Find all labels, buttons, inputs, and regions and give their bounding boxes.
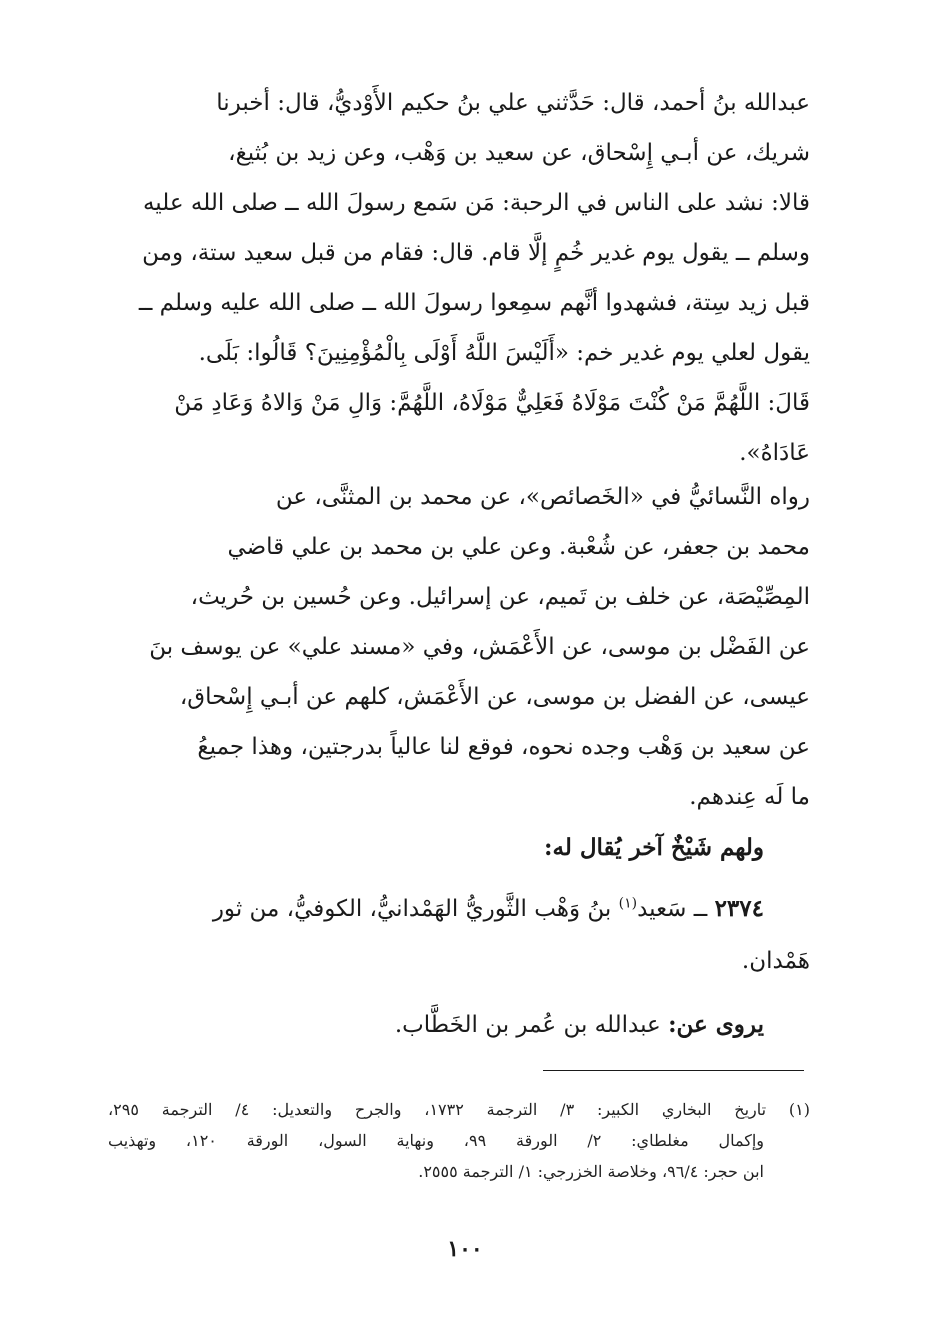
text-line: محمد بن جعفر، عن شُعْبة. وعن علي بن محمد بن علي قاضي — [227, 534, 810, 560]
text-line: رواه النَّسائيُّ في «الخَصائص»، عن محمد بن المثنَّى، عن — [275, 484, 810, 510]
footnote-reference[interactable]: (١) — [618, 895, 638, 912]
footnote-line: (١) تاريخ البخاري الكبير: ٣/ الترجمة ١٧٣٢، والجرح والتعديل: ٤/ الترجمة ٢٩٥، — [108, 1100, 811, 1119]
text-line: عبدالله بنُ أحمد، قال: حَدَّثني علي بنُ حكيم الأَوْديُّ، قال: أخبرنا — [216, 90, 810, 116]
entry-dash: ــ — [686, 896, 715, 922]
text-line: يقول لعلي يوم غدير خم: «أَلَيْسَ اللَّهُ أَوْلَى بِالْمُؤْمِنِينَ؟ قَالُوا: بَلَى. — [198, 340, 810, 366]
narrates-from-line — [104, 1000, 764, 1050]
hadith-paragraph — [104, 78, 810, 478]
section-heading: ولهم شَيْخٌ آخر يُقال له: — [544, 834, 764, 861]
entry-second-line: هَمْدان. — [741, 948, 810, 974]
text-line: عَادَاهُ». — [739, 440, 810, 466]
text-line: وسلم ــ يقول يوم غدير خُمٍ إلَّا قام. قال: فقام من قبل سعيد ستة، ومن — [142, 240, 810, 266]
text-line: المِصِّيْصَة، عن خلف بن تَميم، عن إسرائيل. وعن حُسين بن حُريث، — [190, 584, 810, 610]
footnote-separator — [543, 1070, 804, 1071]
footnote-line: وإكمال مغلطاي: ٢/ الورقة ٩٩، ونهاية السول، الورقة ١٢٠، وتهذيب — [108, 1131, 765, 1150]
biography-entry — [104, 883, 810, 987]
entry-first-line — [104, 883, 810, 935]
page-number: ١٠٠ — [447, 1236, 483, 1262]
text-line: قَالَ: اللَّهُمَّ مَنْ كُنْتَ مَوْلَاهُ فَعَلِيٌّ مَوْلَاهُ، اللَّهُمَّ: وَالِ مَنْ وَالاهُ وَعَادِ مَنْ — [174, 390, 810, 416]
entry-number: ٢٣٧٤ — [714, 895, 764, 922]
text-line: عن الفَضْل بن موسى، عن الأَعْمَش، وفي «مسند علي» عن يوسف بنَ — [149, 634, 810, 660]
footnote-line: ابن حجر: ٩٦/٤، وخلاصة الخزرجي: ١/ الترجمة ٢٥٥٥. — [418, 1162, 764, 1181]
entry-rest: بنُ وَهْب الثَّوريُّ الهَمْدانيُّ، الكوفيُّ، من ثور — [212, 896, 619, 922]
entry-name: سَعيد — [637, 896, 687, 922]
text-line: ما لَه عِندهم. — [689, 784, 810, 810]
text-line: عن سعيد بن وَهْب وجده نحوه، فوقع لنا عالياً بدرجتين، وهذا جميعُ — [197, 734, 810, 760]
sources-paragraph — [104, 472, 810, 822]
narrates-text: عبدالله بن عُمر بن الخَطَّاب. — [394, 1012, 669, 1038]
text-line: عيسى، عن الفضل بن موسى، عن الأَعْمَش، كلهم عن أبـي إِسْحاق، — [179, 684, 810, 710]
text-line: قبل زيد سِتة، فشهدوا أنَّهم سمِعوا رسولَ الله ــ صلى الله عليه وسلم ــ — [138, 290, 810, 316]
text-line: شريك، عن أبـي إِسْحاق، عن سعيد بن وَهْب، وعن زيد بن بُثيغ، — [228, 140, 810, 166]
narrates-label: يروى عن: — [668, 1011, 764, 1038]
text-line: قالا: نشد على الناس في الرحبة: مَن سَمع رسولَ الله ــ صلى الله عليه — [142, 190, 810, 216]
footnotes — [108, 1094, 810, 1187]
